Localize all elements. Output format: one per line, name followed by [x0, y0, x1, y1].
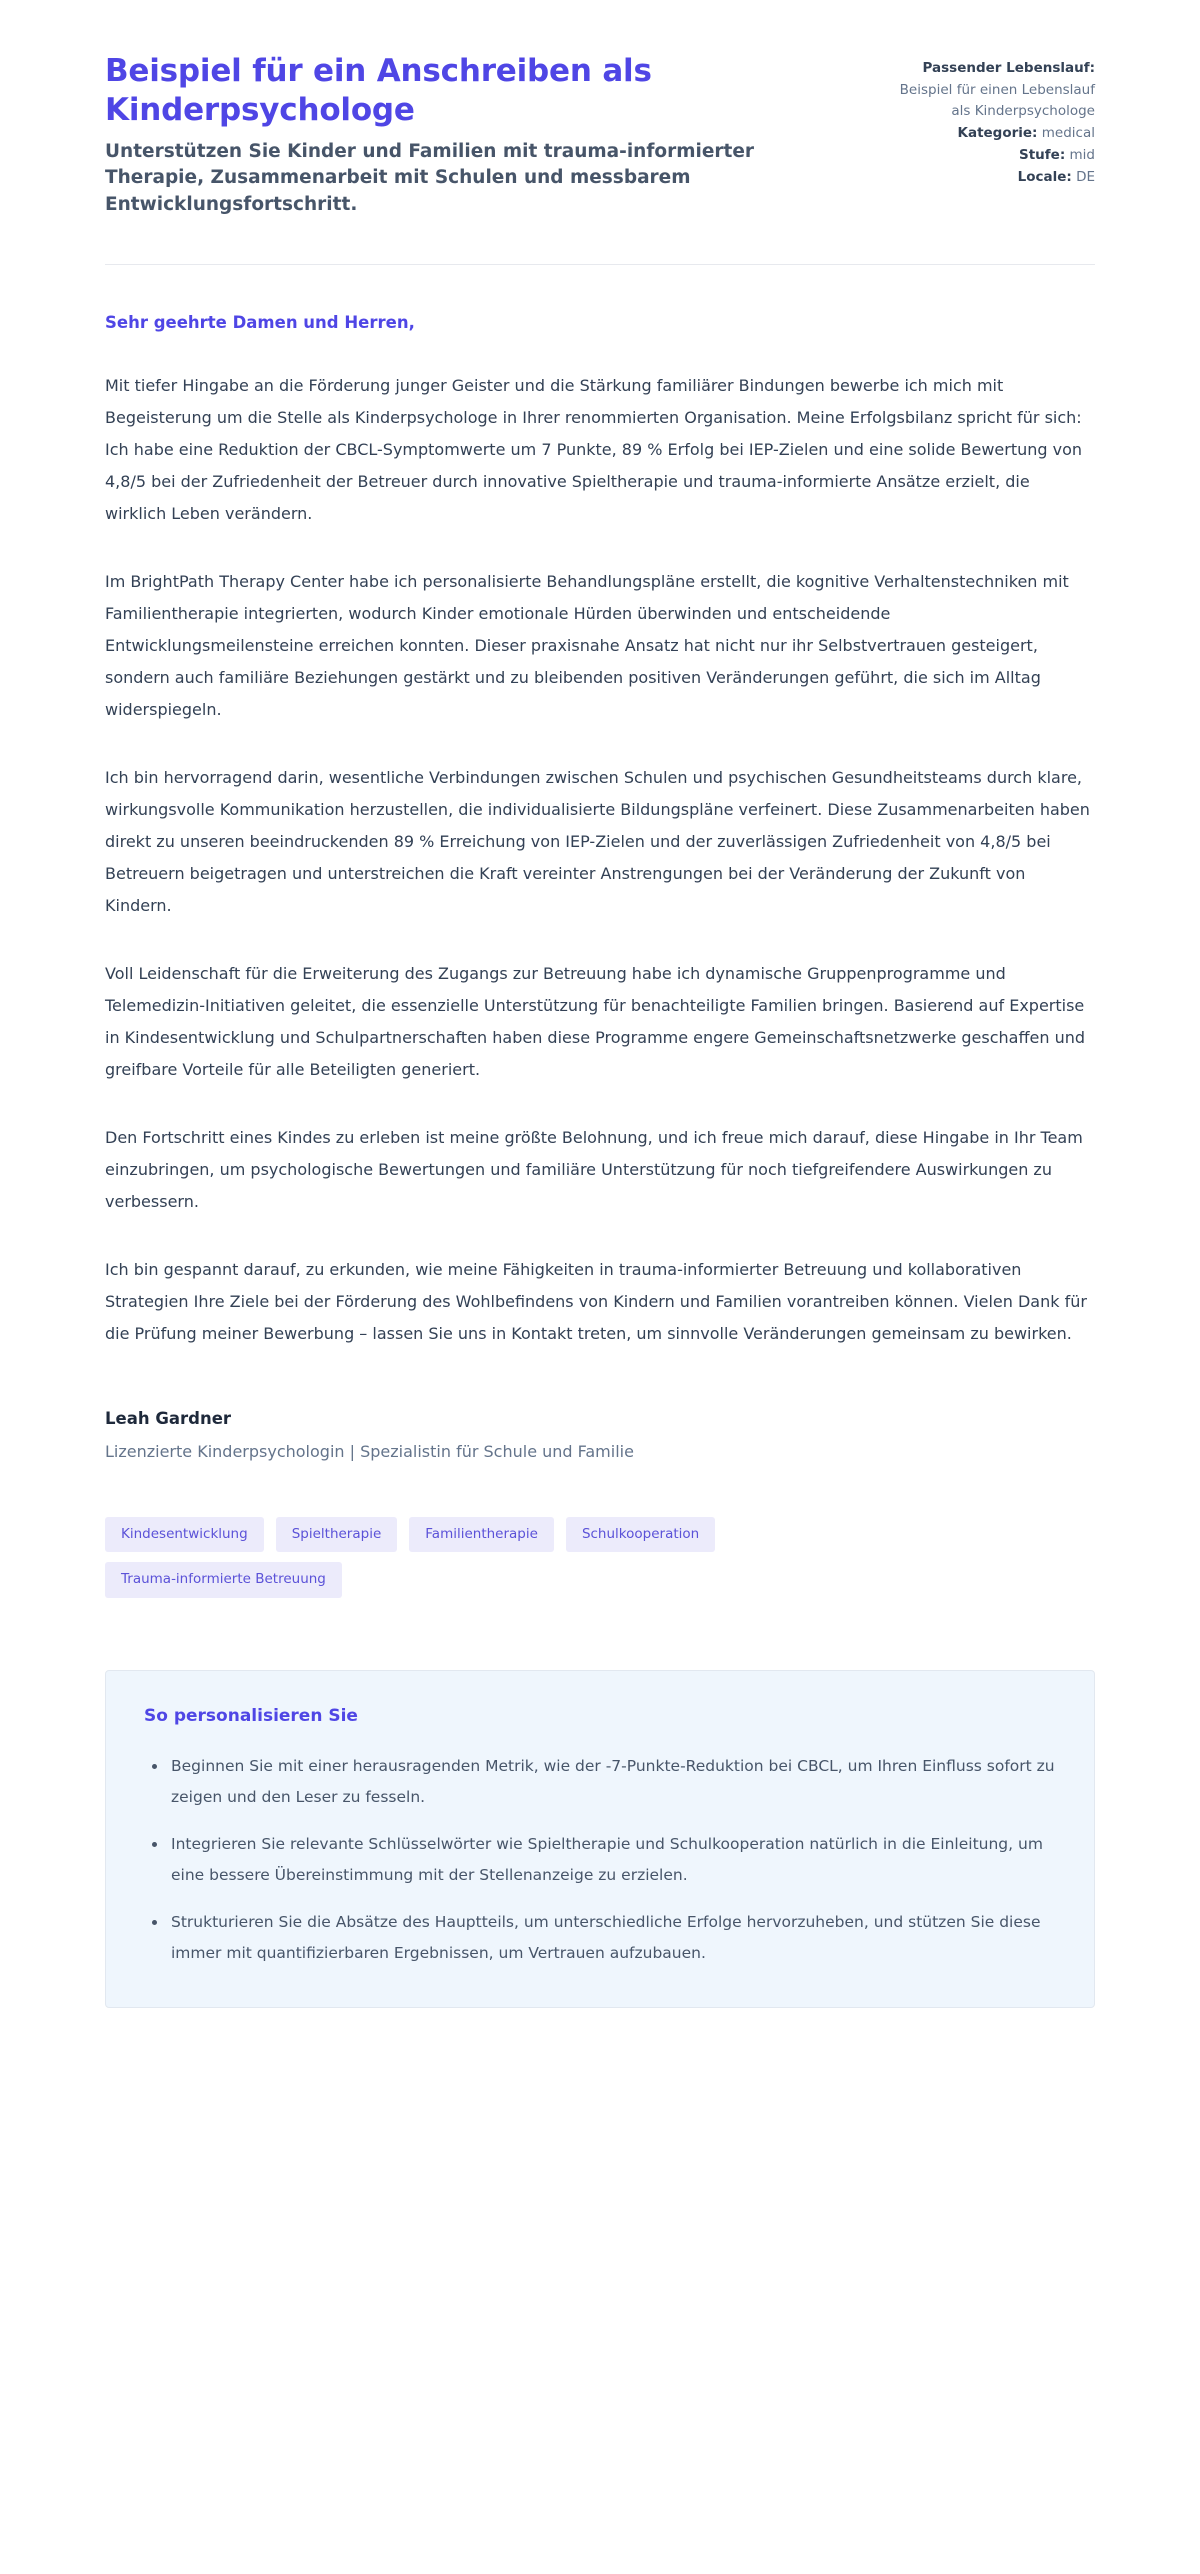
- meta-label-category: Kategorie:: [957, 124, 1038, 141]
- signature-title: Lizenzierte Kinderpsychologin | Spezialistin für Schule und Familie: [105, 1442, 634, 1462]
- meta-row-locale: [880, 167, 1095, 188]
- tips-list-item: Beginnen Sie mit einer herausragenden Metrik, wie der -7-Punkte-Reduktion bei CBCL, um Ihren Einfluss sofort zu zeigen und den Leser zu fesseln.: [144, 1751, 1056, 1813]
- header-title-block: [105, 52, 805, 219]
- page-subtitle: Unterstützen Sie Kinder und Familien mit trauma-informierter Therapie, Zusammenarbeit mit Schulen und messbarem Entwicklungsfortschritt.: [105, 140, 755, 216]
- tips-list: [144, 1751, 1056, 1969]
- tag-chip[interactable]: Kindesentwicklung: [105, 1517, 264, 1553]
- tag-chip[interactable]: Familientherapie: [409, 1517, 554, 1553]
- meta-value-locale: DE: [1076, 168, 1095, 185]
- meta-row-resume-value: [880, 80, 1095, 122]
- meta-value-resume: Beispiel für einen Lebenslauf als Kinderpsychologe: [899, 81, 1095, 119]
- meta-row-level: [880, 145, 1095, 166]
- meta-row-resume: [880, 58, 1095, 79]
- page-title: Beispiel für ein Anschreiben als Kinderpsychologe: [105, 53, 652, 128]
- tag-chip[interactable]: Schulkooperation: [566, 1517, 715, 1553]
- signature-name: Leah Gardner: [105, 1408, 232, 1428]
- tag-chip[interactable]: Trauma-informierte Betreuung: [105, 1562, 342, 1598]
- letter-paragraph: Im BrightPath Therapy Center habe ich personalisierte Behandlungspläne erstellt, die kognitive Verhaltenstechniken mit Familientherapie integrierten, wodurch Kinder emotionale Hürden überwinden und entscheidende Entwicklungsmeilensteine erreichen konnten. Dieser praxisnahe Ansatz hat nicht nur ihr Selbstvertrauen gesteigert, sondern auch familiäre Beziehungen gestärkt und zu bleibenden positiven Veränderungen geführt, die sich im Alltag widerspiegeln.: [105, 571, 1069, 719]
- meta-label-level: Stufe:: [1019, 146, 1066, 163]
- personalization-tips-panel: [105, 1670, 1095, 2008]
- letter-paragraph: Voll Leidenschaft für die Erweiterung des Zugangs zur Betreuung habe ich dynamische Gruppenprogramme und Telemedizin-Initiativen geleitet, die essenzielle Unterstützung für benachteiligte Familien bringen. Basierend auf Expertise in Kindesentwicklung und Schulpartnerschaften haben diese Programme engere Gemeinschaftsnetzwerke geschaffen und greifbare Vorteile für alle Beteiligten generiert.: [105, 963, 1085, 1079]
- tips-list-item: Integrieren Sie relevante Schlüsselwörter wie Spieltherapie und Schulkooperation natürlich in die Einleitung, um eine bessere Übereinstimmung mit der Stellenanzeige zu erzielen.: [144, 1829, 1056, 1891]
- meta-row-category: [880, 123, 1095, 144]
- meta-label-locale: Locale:: [1017, 168, 1072, 185]
- tag-list: [105, 1517, 865, 1598]
- meta-value-level: mid: [1069, 146, 1095, 163]
- meta-label-resume: Passender Lebenslauf:: [922, 60, 1095, 76]
- tag-chip[interactable]: Spieltherapie: [276, 1517, 398, 1553]
- document-metadata: [880, 52, 1095, 189]
- letter-paragraph: Den Fortschritt eines Kindes zu erleben ist meine größte Belohnung, und ich freue mich darauf, diese Hingabe in Ihr Team einzubringen, um psychologische Bewertungen und familiäre Unterstützung für noch tiefgreifendere Auswirkungen zu verbessern.: [105, 1127, 1083, 1211]
- letter-paragraph: Ich bin gespannt darauf, zu erkunden, wie meine Fähigkeiten in trauma-informierter Betreuung und kollaborativen Strategien Ihre Ziele bei der Förderung des Wohlbefindens von Kindern und Familien vorantreiben können. Vielen Dank für die Prüfung meiner Bewerbung – lassen Sie uns in Kontakt treten, um sinnvolle Veränderungen gemeinsam zu bewirken.: [105, 1259, 1087, 1343]
- letter-signature: [105, 1406, 1095, 1467]
- page-header: [105, 0, 1095, 219]
- letter-paragraph: Ich bin hervorragend darin, wesentliche Verbindungen zwischen Schulen und psychischen Gesundheitsteams durch klare, wirkungsvolle Kommunikation herzustellen, die individualisierte Bildungspläne verfeinert. Diese Zusammenarbeiten haben direkt zu unseren beeindruckenden 89 % Erreichung von IEP-Zielen und der zuverlässigen Zufriedenheit von 4,8/5 bei Betreuern beigetragen und unterstreichen die Kraft vereinter Anstrengungen bei der Veränderung der Zukunft von Kindern.: [105, 767, 1090, 915]
- letter-salutation: Sehr geehrte Damen und Herren,: [105, 312, 415, 332]
- tips-title: So personalisieren Sie: [144, 1705, 358, 1726]
- letter-body: [105, 265, 1095, 2008]
- letter-paragraph: Mit tiefer Hingabe an die Förderung junger Geister und die Stärkung familiärer Bindungen bewerbe ich mich mit Begeisterung um die Stelle als Kinderpsychologe in Ihrer renommierten Organisation. Meine Erfolgsbilanz spricht für sich: Ich habe eine Reduktion der CBCL-Symptomwerte um 7 Punkte, 89 % Erfolg bei IEP-Zielen und eine solide Bewertung von 4,8/5 bei der Zufriedenheit der Betreuer durch innovative Spieltherapie und trauma-informierte Ansätze erzielt, die wirklich Leben verändern.: [105, 375, 1083, 523]
- meta-value-category: medical: [1041, 124, 1095, 141]
- tips-list-item: Strukturieren Sie die Absätze des Hauptteils, um unterschiedliche Erfolge hervorzuheben, und stützen Sie diese immer mit quantifizierbaren Ergebnissen, um Vertrauen aufzubauen.: [144, 1907, 1056, 1969]
